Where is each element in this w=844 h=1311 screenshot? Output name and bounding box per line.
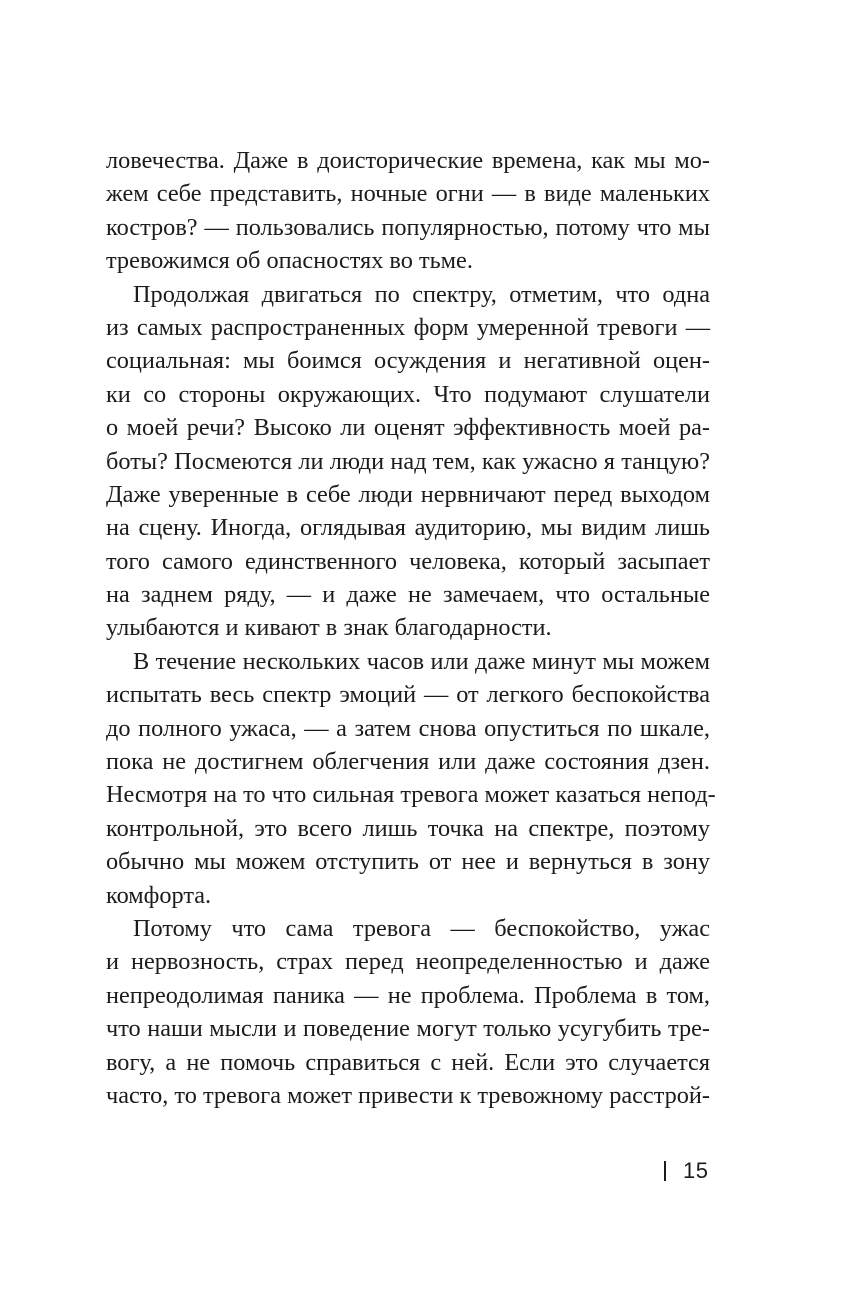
text-line: социальная: мы боимся осуждения и негативной оцен- — [106, 347, 710, 375]
text-line: на заднем ряду, — и даже не замечаем, что остальные — [106, 581, 710, 609]
text-line: пока не достигнем облегчения или даже состояния дзен. — [106, 748, 710, 776]
page-number: 15 — [683, 1158, 709, 1183]
text-line: что наши мысли и поведение могут только усугубить тре- — [106, 1015, 710, 1043]
text-line: вогу, а не помочь справиться с ней. Если это случается — [106, 1048, 710, 1076]
text-line: того самого единственного человека, который засыпает — [106, 547, 710, 575]
text-line: испытать весь спектр эмоций — от легкого беспокойства — [106, 681, 710, 709]
paragraph — [106, 912, 710, 1112]
page-folio — [664, 1157, 708, 1185]
text-line: и нервозность, страх перед неопределенностью и даже — [106, 948, 710, 976]
paragraph — [106, 144, 710, 278]
text-line: обычно мы можем отступить от нее и вернуться в зону — [106, 848, 710, 876]
text-line: контрольной, это всего лишь точка на спектре, поэтому — [106, 814, 710, 842]
body-text — [106, 144, 716, 1112]
text-line: Потому что сама тревога — беспокойство, ужас — [133, 914, 710, 942]
text-line: костров? — пользовались популярностью, потому что мы — [106, 213, 710, 241]
text-line: жем себе представить, ночные огни — в виде маленьких — [106, 180, 710, 208]
text-line: непреодолимая паника — не проблема. Проблема в том, — [106, 981, 710, 1009]
text-line: о моей речи? Высоко ли оценят эффективность моей ра- — [106, 414, 710, 442]
text-line: до полного ужаса, — а затем снова опуститься по шкале, — [106, 714, 710, 742]
text-line: Продолжая двигаться по спектру, отметим, что одна — [133, 280, 710, 308]
text-line: из самых распространенных форм умеренной тревоги — — [106, 313, 710, 341]
text-line: В течение нескольких часов или даже минут мы можем — [133, 647, 710, 675]
text-line: боты? Посмеются ли люди над тем, как ужасно я танцую? — [106, 447, 710, 475]
text-line: ки со стороны окружающих. Что подумают слушатели — [106, 380, 710, 408]
text-line: ловечества. Даже в доисторические времена, как мы мо- — [106, 147, 710, 174]
paragraph — [106, 278, 710, 645]
text-line: комфорта. — [106, 881, 212, 909]
text-line: Несмотря на то что сильная тревога может казаться непод- — [106, 781, 716, 809]
text-line: на сцену. Иногда, оглядывая аудиторию, мы видим лишь — [106, 514, 710, 542]
text-line: тревожимся об опасностях во тьме. — [106, 247, 473, 275]
text-line: улыбаются и кивают в знак благодарности. — [106, 614, 552, 642]
text-line: часто, то тревога может привести к тревожному расстрой- — [106, 1081, 710, 1109]
folio-divider — [664, 1161, 666, 1181]
text-line: Даже уверенные в себе люди нервничают перед выходом — [106, 480, 710, 508]
paragraph — [106, 645, 716, 912]
